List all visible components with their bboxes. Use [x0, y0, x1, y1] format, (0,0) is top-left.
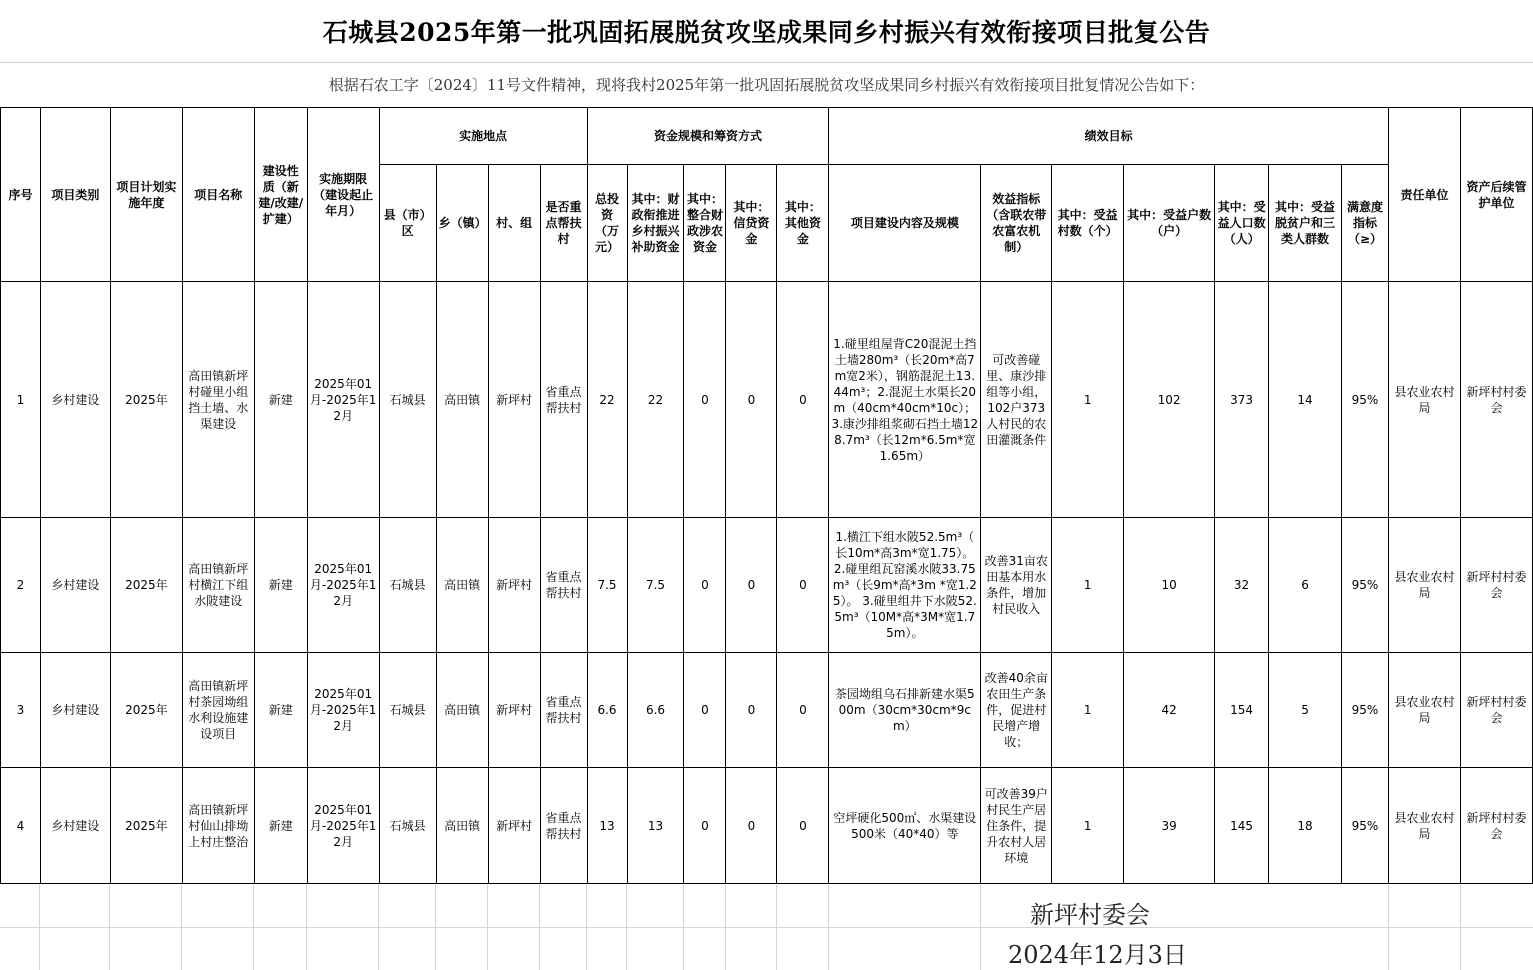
table-row	[1, 653, 1533, 768]
cell-satisfaction: 95%	[1342, 282, 1389, 518]
page-title: 石城县2025年第一批巩固拓展脱贫攻坚成果同乡村振兴有效衔接项目批复公告	[0, 0, 1533, 63]
cell-population: 145	[1215, 768, 1269, 884]
cell-total: 13	[587, 768, 627, 884]
cell-households: 102	[1124, 282, 1215, 518]
cell-benefit: 改善40余亩农田生产条件，促进村民增产增收；	[981, 653, 1052, 768]
cell-credit: 0	[726, 282, 777, 518]
cell-population: 373	[1215, 282, 1269, 518]
cell-total: 22	[587, 282, 627, 518]
cell-period: 2025年01月-2025年12月	[307, 282, 379, 518]
header-benefit: 效益指标（含联农带农富农机制）	[981, 165, 1052, 282]
cell-year: 2025年	[110, 653, 182, 768]
cell-fiscal: 22	[627, 282, 684, 518]
header-period: 实施期限（建设起止年月）	[307, 108, 379, 282]
header-funds-group: 资金规模和筹资方式	[587, 108, 829, 165]
cell-fiscal: 6.6	[627, 653, 684, 768]
cell-village: 新坪村	[488, 282, 540, 518]
cell-total: 6.6	[587, 653, 627, 768]
cell-name: 高田镇新坪村碰里小组挡土墙、水渠建设	[182, 282, 254, 518]
header-villages: 其中：受益村数（个）	[1052, 165, 1124, 282]
cell-nature: 新建	[254, 653, 307, 768]
cell-credit: 0	[726, 653, 777, 768]
cell-asset: 新坪村村委会	[1460, 282, 1532, 518]
header-households: 其中：受益户数（户）	[1124, 165, 1215, 282]
cell-villages: 1	[1052, 653, 1124, 768]
cell-village: 新坪村	[488, 653, 540, 768]
header-content: 项目建设内容及规模	[829, 165, 981, 282]
cell-satisfaction: 95%	[1342, 518, 1389, 653]
cell-seq: 1	[1, 282, 41, 518]
header-fiscal: 其中：财政衔推进乡村振兴补助资金	[627, 165, 684, 282]
table-row	[1, 768, 1533, 884]
cell-other: 0	[777, 653, 829, 768]
cell-total: 7.5	[587, 518, 627, 653]
cell-name: 高田镇新坪村仙山排坳上村庄整治	[182, 768, 254, 884]
cell-key: 省重点帮扶村	[540, 282, 587, 518]
cell-seq: 2	[1, 518, 41, 653]
cell-other: 0	[777, 518, 829, 653]
header-town: 乡（镇）	[436, 165, 488, 282]
header-satisfaction: 满意度指标（≥）	[1342, 165, 1389, 282]
cell-credit: 0	[726, 768, 777, 884]
header-other: 其中：其他资金	[777, 165, 829, 282]
cell-period: 2025年01月-2025年12月	[307, 768, 379, 884]
cell-town: 高田镇	[436, 518, 488, 653]
cell-category: 乡村建设	[40, 653, 110, 768]
cell-poor: 5	[1269, 653, 1342, 768]
cell-households: 39	[1124, 768, 1215, 884]
cell-content: 空坪硬化500㎡、水渠建设500米（40*40）等	[829, 768, 981, 884]
cell-population: 154	[1215, 653, 1269, 768]
cell-unit: 县农业农村局	[1388, 768, 1460, 884]
cell-integrated: 0	[684, 518, 726, 653]
cell-fiscal: 13	[627, 768, 684, 884]
cell-seq: 4	[1, 768, 41, 884]
cell-seq: 3	[1, 653, 41, 768]
header-seq: 序号	[1, 108, 41, 282]
header-poor: 其中：受益脱贫户和三类人群数	[1269, 165, 1342, 282]
header-population: 其中：受益人口数（人）	[1215, 165, 1269, 282]
cell-nature: 新建	[254, 518, 307, 653]
cell-town: 高田镇	[436, 282, 488, 518]
cell-unit: 县农业农村局	[1388, 518, 1460, 653]
cell-satisfaction: 95%	[1342, 653, 1389, 768]
cell-content: 茶园坳组乌石排新建水渠500m（30cm*30cm*9cm）	[829, 653, 981, 768]
cell-integrated: 0	[684, 653, 726, 768]
header-name: 项目名称	[182, 108, 254, 282]
cell-name: 高田镇新坪村横江下组水陂建设	[182, 518, 254, 653]
header-county: 县（市）区	[379, 165, 436, 282]
cell-year: 2025年	[110, 768, 182, 884]
cell-category: 乡村建设	[40, 768, 110, 884]
cell-asset: 新坪村村委会	[1460, 518, 1532, 653]
cell-town: 高田镇	[436, 768, 488, 884]
cell-year: 2025年	[110, 518, 182, 653]
cell-unit: 县农业农村局	[1388, 653, 1460, 768]
header-performance-group: 绩效目标	[829, 108, 1389, 165]
cell-town: 高田镇	[436, 653, 488, 768]
cell-year: 2025年	[110, 282, 182, 518]
cell-poor: 6	[1269, 518, 1342, 653]
date: 2024年12月3日	[1008, 941, 1187, 969]
cell-households: 42	[1124, 653, 1215, 768]
cell-asset: 新坪村村委会	[1460, 653, 1532, 768]
cell-nature: 新建	[254, 282, 307, 518]
cell-content: 1.横江下组水陂52.5m³（ 长10m*高3m*宽1.75）。2.碰里组瓦窑溪水陂33.75m³（长9m*高*3m *宽1.25）。 3.碰里组井下水陂52.5m³（10M*高*3M*宽1.75m）。	[829, 518, 981, 653]
cell-other: 0	[777, 768, 829, 884]
cell-benefit: 可改善39户村民生产居住条件，提升农村人居环境	[981, 768, 1052, 884]
project-table	[0, 107, 1533, 884]
cell-category: 乡村建设	[40, 518, 110, 653]
cell-satisfaction: 95%	[1342, 768, 1389, 884]
cell-name: 高田镇新坪村茶园坳组水利设施建设项目	[182, 653, 254, 768]
header-location-group: 实施地点	[379, 108, 587, 165]
cell-category: 乡村建设	[40, 282, 110, 518]
header-asset: 资产后续管护单位	[1460, 108, 1532, 282]
cell-villages: 1	[1052, 518, 1124, 653]
table-row	[1, 282, 1533, 518]
header-year: 项目计划实施年度	[110, 108, 182, 282]
cell-period: 2025年01月-2025年12月	[307, 518, 379, 653]
cell-key: 省重点帮扶村	[540, 518, 587, 653]
header-total: 总投资（万元）	[587, 165, 627, 282]
cell-poor: 18	[1269, 768, 1342, 884]
cell-integrated: 0	[684, 768, 726, 884]
cell-villages: 1	[1052, 282, 1124, 518]
cell-village: 新坪村	[488, 518, 540, 653]
header-nature: 建设性质（新建/改建/扩建）	[254, 108, 307, 282]
cell-county: 石城县	[379, 518, 436, 653]
cell-credit: 0	[726, 518, 777, 653]
empty-cells-area	[0, 884, 1533, 970]
cell-key: 省重点帮扶村	[540, 653, 587, 768]
cell-benefit: 改善31亩农田基本用水条件，增加村民收入	[981, 518, 1052, 653]
cell-integrated: 0	[684, 282, 726, 518]
header-credit: 其中：信贷资金	[726, 165, 777, 282]
cell-unit: 县农业农村局	[1388, 282, 1460, 518]
cell-period: 2025年01月-2025年12月	[307, 653, 379, 768]
cell-benefit: 可改善碰里、康沙排组等小组，102户373人村民的农田灌溉条件	[981, 282, 1052, 518]
table-row	[1, 518, 1533, 653]
cell-other: 0	[777, 282, 829, 518]
cell-county: 石城县	[379, 768, 436, 884]
cell-nature: 新建	[254, 768, 307, 884]
cell-county: 石城县	[379, 282, 436, 518]
header-unit: 责任单位	[1388, 108, 1460, 282]
cell-content: 1.碰里组屋背C20混泥土挡土墙280m³（长20m*高7m宽2米），钢筋混泥土13.44m³；2.混泥土水渠长20m（40cm*40cm*10c）；3.康沙排组浆砌石挡土墙128.7m³（长12m*6.5m*宽1.65m）	[829, 282, 981, 518]
cell-key: 省重点帮扶村	[540, 768, 587, 884]
cell-poor: 14	[1269, 282, 1342, 518]
cell-households: 10	[1124, 518, 1215, 653]
cell-village: 新坪村	[488, 768, 540, 884]
cell-population: 32	[1215, 518, 1269, 653]
header-village: 村、组	[488, 165, 540, 282]
header-integrated: 其中：整合财政涉农资金	[684, 165, 726, 282]
header-key: 是否重点帮扶村	[540, 165, 587, 282]
notice-text: 根据石农工字〔2024〕11号文件精神，现将我村2025年第一批巩固拓展脱贫攻坚成果同乡村振兴有效衔接项目批复情况公告如下：	[328, 76, 1205, 94]
signature: 新坪村委会	[1030, 901, 1150, 929]
cell-county: 石城县	[379, 653, 436, 768]
cell-villages: 1	[1052, 768, 1124, 884]
cell-asset: 新坪村村委会	[1460, 768, 1532, 884]
header-category: 项目类别	[40, 108, 110, 282]
cell-fiscal: 7.5	[627, 518, 684, 653]
